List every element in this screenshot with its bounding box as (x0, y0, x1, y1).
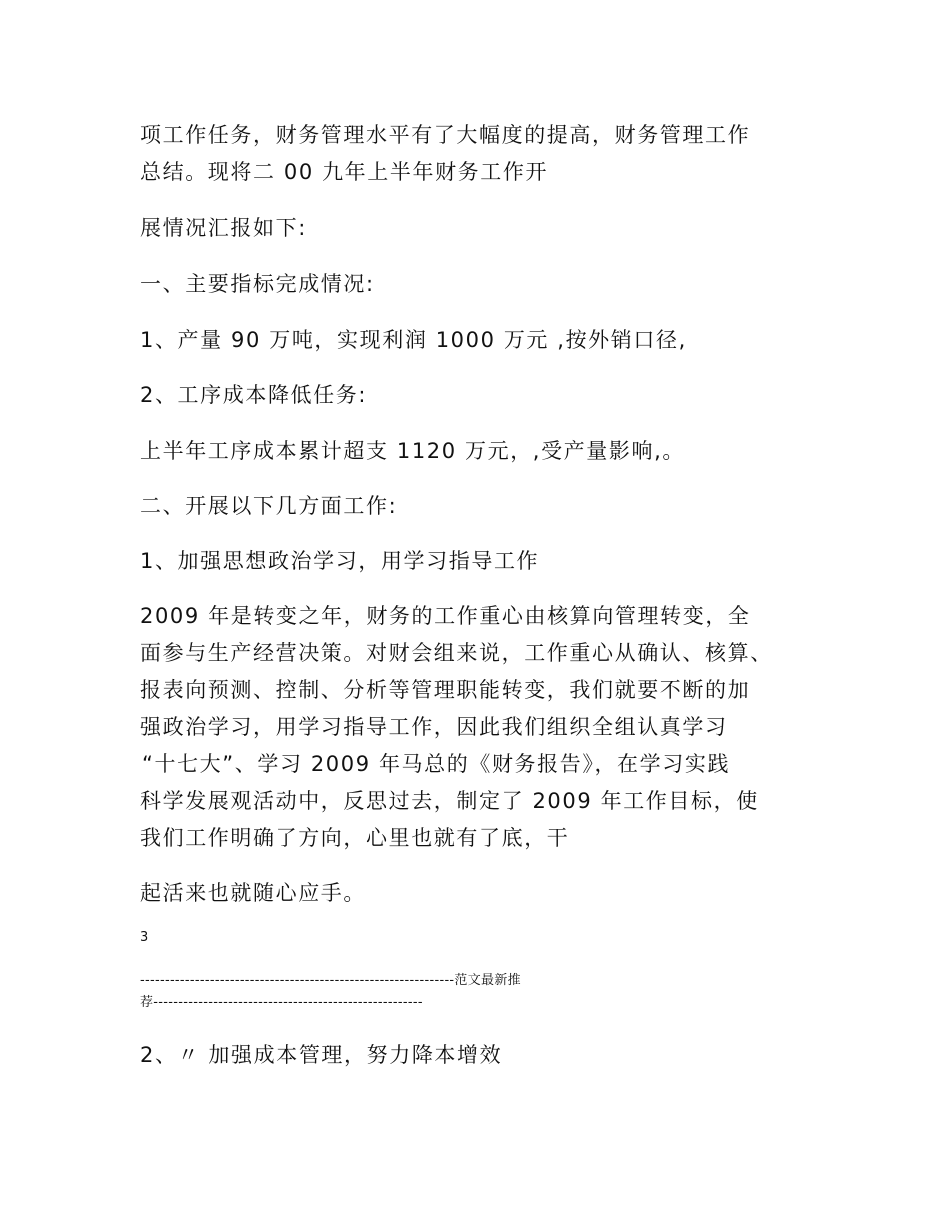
subheading-cost-management: 2、〃 加强成本管理，努力降本增效 (140, 1043, 503, 1067)
footer-recommend-line-2: 荐------------------------------------------------------ (140, 995, 423, 1010)
paragraph-line-3: 报表向预测、控制、分析等管理职能转变，我们就要不断的加 (140, 678, 751, 702)
body-line-cost-overrun: 上半年工序成本累计超支 1120 万元，,受产量影响,。 (140, 439, 685, 463)
body-line-1: 项工作任务，财务管理水平有了大幅度的提高，财务管理工作 (140, 123, 751, 147)
body-line-cost-task: 2、工序成本降低任务: (140, 383, 368, 407)
paragraph-line-5: “十七大”、学习 2009 年马总的《财务报告》，在学习实践 (142, 752, 731, 776)
body-line-3: 展情况汇报如下: (140, 216, 307, 240)
paragraph-line-4: 强政治学习，用学习指导工作，因此我们组织全组认真学习 (140, 715, 728, 739)
paragraph-line-2: 面参与生产经营决策。对财会组来说，工作重心从确认、核算、 (140, 641, 773, 665)
body-line-2: 总结。现将二 00 九年上半年财务工作开 (140, 160, 549, 184)
page-number: 3 (140, 930, 149, 945)
paragraph-line-8: 起活来也就随心应手。 (140, 881, 366, 905)
section-heading-work-areas: 二、开展以下几方面工作: (140, 494, 398, 518)
paragraph-line-1: 2009 年是转变之年，财务的工作重心由核算向管理转变，全 (140, 604, 751, 628)
paragraph-line-7: 我们工作明确了方向，心里也就有了底，干 (140, 826, 570, 850)
paragraph-line-6: 科学发展观活动中，反思过去，制定了 2009 年工作目标，使 (140, 789, 759, 813)
subheading-political-study: 1、加强思想政治学习，用学习指导工作 (140, 549, 540, 573)
footer-recommend-line-1: ---------------------------------------------------------------范文最新推 (140, 973, 521, 988)
body-line-output-profit: 1、产量 90 万吨，实现利润 1000 万元 ,按外销口径, (140, 328, 687, 352)
section-heading-main-indicators: 一、主要指标完成情况: (140, 272, 375, 296)
